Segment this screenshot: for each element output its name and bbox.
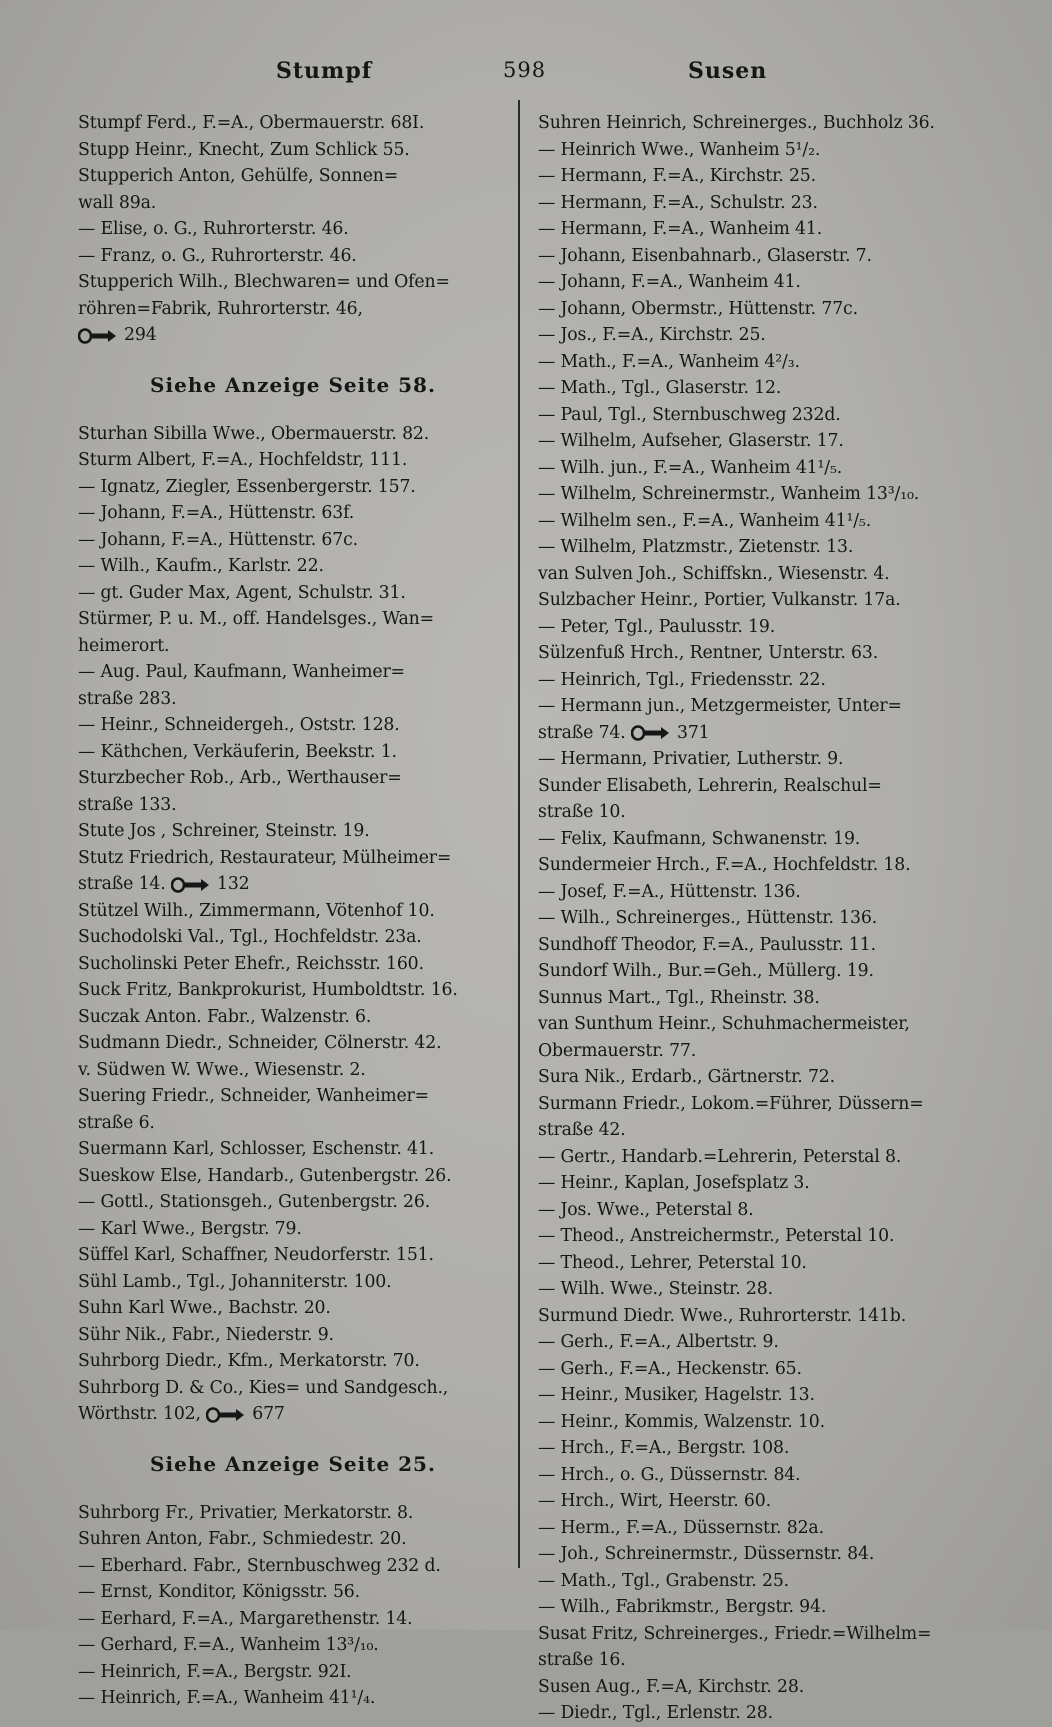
directory-entry bbox=[78, 1500, 508, 1527]
directory-entry bbox=[538, 137, 970, 164]
entry-line: — Gerh., F.=A., Albertstr. 9. bbox=[538, 1332, 779, 1352]
entry-line: Suermann Karl, Schlosser, Eschenstr. 41. bbox=[78, 1139, 435, 1159]
entry-line: — Heinrich, Tgl., Friedensstr. 22. bbox=[538, 669, 826, 690]
directory-entry bbox=[78, 527, 508, 554]
directory-entry bbox=[538, 1435, 970, 1462]
directory-entry bbox=[78, 1526, 508, 1553]
entry-line: Sunder Elisabeth, Lehrerin, Realschul= bbox=[538, 775, 882, 796]
directory-entry bbox=[78, 1659, 508, 1686]
directory-entry bbox=[538, 1091, 970, 1144]
entry-line: — Diedr., Tgl., Erlenstr. 28. bbox=[538, 1703, 773, 1723]
entry-line: — Wilhelm sen., F.=A., Wanheim 41¹/₅. bbox=[538, 510, 872, 531]
directory-entry bbox=[538, 534, 970, 561]
entry-line: Stupperich Anton, Gehülfe, Sonnen= bbox=[78, 166, 399, 186]
entry-line: — Elise, o. G., Ruhrorterstr. 46. bbox=[78, 219, 349, 239]
entry-line: — Hrch., F.=A., Bergstr. 108. bbox=[538, 1438, 790, 1458]
phone-number-value: 371 bbox=[676, 722, 710, 743]
directory-entry bbox=[78, 1322, 508, 1349]
directory-entry bbox=[538, 110, 970, 137]
directory-entry bbox=[78, 1216, 508, 1243]
entry-line: — Math., Tgl., Glaserstr. 12. bbox=[538, 378, 782, 398]
directory-entry bbox=[78, 818, 508, 845]
entry-line: — Karl Wwe., Bergstr. 79. bbox=[78, 1218, 302, 1239]
header-right-word: Susen bbox=[688, 58, 768, 84]
entry-line: — Hrch., o. G., Düssernstr. 84. bbox=[538, 1464, 801, 1485]
entry-line: — Johann, Eisenbahnarb., Glaserstr. 7. bbox=[538, 245, 872, 266]
telephone-icon bbox=[171, 877, 211, 893]
entry-line: — Johann, Obermstr., Hüttenstr. 77c. bbox=[538, 298, 858, 319]
entry-line: straße 10. bbox=[538, 802, 626, 822]
directory-entry bbox=[78, 421, 508, 448]
entry-line: Sucholinski Peter Ehefr., Reichsstr. 160. bbox=[78, 953, 424, 974]
directory-entry bbox=[78, 474, 508, 501]
directory-entry bbox=[78, 1083, 508, 1136]
entry-line: — Aug. Paul, Kaufmann, Wanheimer= bbox=[78, 662, 405, 682]
telephone-icon bbox=[631, 725, 671, 741]
telephone-icon bbox=[206, 1407, 246, 1423]
entry-line: — Johann, F.=A., Hüttenstr. 67c. bbox=[78, 529, 358, 550]
directory-entry bbox=[78, 712, 508, 739]
directory-entry bbox=[538, 1170, 970, 1197]
entry-line: — Heinrich, F.=A., Bergstr. 92I. bbox=[78, 1661, 352, 1682]
entry-line: Susat Fritz, Schreinerges., Friedr.=Wilhelm= bbox=[538, 1623, 932, 1644]
directory-entry bbox=[78, 216, 508, 243]
phone-number bbox=[171, 874, 250, 894]
entry-line: Surmund Diedr. Wwe., Ruhrorterstr. 141b. bbox=[538, 1305, 907, 1326]
entry-line: — Heinrich, F.=A., Wanheim 41¹/₄. bbox=[78, 1688, 376, 1708]
entry-line: Susen Aug., F.=A, Kirchstr. 28. bbox=[538, 1676, 805, 1697]
entry-line: Sturhan Sibilla Wwe., Obermauerstr. 82. bbox=[78, 423, 430, 444]
entry-line: Suczak Anton. Fabr., Walzenstr. 6. bbox=[78, 1006, 372, 1027]
entry-line: — Paul, Tgl., Sternbuschweg 232d. bbox=[538, 404, 841, 425]
entry-line: Sühr Nik., Fabr., Niederstr. 9. bbox=[78, 1324, 334, 1345]
directory-entry bbox=[538, 958, 970, 985]
entry-line: — Heinrich Wwe., Wanheim 5¹/₂. bbox=[538, 139, 821, 160]
entry-line: Surmann Friedr., Lokom.=Führer, Düssern= bbox=[538, 1093, 924, 1114]
entry-line: — Hermann, F.=A., Schulstr. 23. bbox=[538, 192, 818, 213]
directory-entry bbox=[78, 137, 508, 164]
entry-line: — Johann, F.=A., Hüttenstr. 63f. bbox=[78, 503, 355, 523]
directory-entry bbox=[538, 1409, 970, 1436]
entry-line: Sturm Albert, F.=A., Hochfeldstr, 111. bbox=[78, 450, 408, 470]
directory-entry bbox=[78, 1004, 508, 1031]
entry-line: röhren=Fabrik, Ruhrorterstr. 46, bbox=[78, 298, 363, 319]
directory-entry bbox=[538, 1303, 970, 1330]
entry-line: — Math., F.=A., Wanheim 4²/₃. bbox=[538, 351, 800, 372]
directory-entry bbox=[538, 1011, 970, 1064]
entry-line: — Josef, F.=A., Hüttenstr. 136. bbox=[538, 881, 801, 902]
directory-entry bbox=[538, 1488, 970, 1515]
directory-entry bbox=[78, 1606, 508, 1633]
directory-entry bbox=[78, 110, 508, 137]
directory-entry bbox=[78, 1579, 508, 1606]
directory-entry bbox=[538, 1382, 970, 1409]
directory-entry bbox=[78, 898, 508, 925]
entry-line: Suhrborg Diedr., Kfm., Merkatorstr. 70. bbox=[78, 1351, 420, 1371]
entry-line: — Wilhelm, Schreinermstr., Wanheim 13³/₁₀. bbox=[538, 484, 920, 504]
entry-line: Sülzenfuß Hrch., Rentner, Unterstr. 63. bbox=[538, 643, 879, 663]
entry-line: — Jos. Wwe., Peterstal 8. bbox=[538, 1199, 754, 1220]
entry-line: Suhn Karl Wwe., Bachstr. 20. bbox=[78, 1298, 331, 1318]
entry-line: Suhren Anton, Fabr., Schmiedestr. 20. bbox=[78, 1529, 407, 1549]
directory-entry bbox=[538, 852, 970, 879]
directory-entry bbox=[538, 402, 970, 429]
phone-number bbox=[78, 325, 157, 345]
phone-number-value: 294 bbox=[124, 325, 157, 345]
entry-line: — Peter, Tgl., Paulusstr. 19. bbox=[538, 616, 776, 637]
entry-line: Sundhoff Theodor, F.=A., Paulusstr. 11. bbox=[538, 934, 876, 955]
directory-entry bbox=[78, 739, 508, 766]
entry-line: van Sulven Joh., Schiffskn., Wiesenstr. 4. bbox=[538, 563, 890, 584]
directory-entry bbox=[78, 1136, 508, 1163]
directory-entry bbox=[78, 1269, 508, 1296]
entry-line: straße 42. bbox=[538, 1120, 626, 1140]
advertisement-reference: Siehe Anzeige Seite 25. bbox=[150, 1451, 436, 1476]
directory-entry bbox=[538, 1621, 970, 1674]
entry-line: — Wilh., Kaufm., Karlstr. 22. bbox=[78, 556, 324, 576]
directory-entry bbox=[538, 932, 970, 959]
directory-entry bbox=[78, 606, 508, 659]
entry-line: Suhrborg Fr., Privatier, Merkatorstr. 8. bbox=[78, 1502, 414, 1523]
entry-line: Obermauerstr. 77. bbox=[538, 1040, 697, 1061]
entry-line: Suering Friedr., Schneider, Wanheimer= bbox=[78, 1086, 429, 1106]
directory-entry bbox=[78, 1295, 508, 1322]
directory-entry bbox=[538, 905, 970, 932]
entry-line: wall 89a. bbox=[78, 192, 157, 213]
entry-line: Sühl Lamb., Tgl., Johanniterstr. 100. bbox=[78, 1271, 392, 1292]
entry-line: — Wilh. jun., F.=A., Wanheim 41¹/₅. bbox=[538, 457, 843, 478]
directory-entry bbox=[538, 667, 970, 694]
entry-line: — Gerh., F.=A., Heckenstr. 65. bbox=[538, 1358, 802, 1379]
directory-entry bbox=[538, 1144, 970, 1171]
directory-entry bbox=[538, 1700, 970, 1727]
phone-number-value: 132 bbox=[216, 874, 250, 894]
entry-line: — Math., Tgl., Grabenstr. 25. bbox=[538, 1570, 790, 1591]
directory-entry bbox=[78, 1685, 508, 1712]
phone-number-value: 677 bbox=[252, 1404, 285, 1424]
directory-entry bbox=[538, 1541, 970, 1568]
entry-line: Suhrborg D. & Co., Kies= und Sandgesch., bbox=[78, 1377, 449, 1398]
directory-entry bbox=[538, 163, 970, 190]
directory-entry bbox=[538, 1064, 970, 1091]
telephone-icon bbox=[78, 328, 118, 344]
directory-entry bbox=[538, 481, 970, 508]
directory-entry bbox=[538, 216, 970, 243]
entry-line: Stürmer, P. u. M., off. Handelsges., Wan= bbox=[78, 609, 434, 629]
directory-entry bbox=[538, 640, 970, 667]
entry-line: — Wilhelm, Aufseher, Glaserstr. 17. bbox=[538, 431, 844, 451]
directory-entry bbox=[538, 693, 970, 746]
directory-entry bbox=[538, 1197, 970, 1224]
directory-entry bbox=[78, 500, 508, 527]
entry-line: Suhren Heinrich, Schreinerges., Buchholz 36. bbox=[538, 113, 935, 133]
entry-line: straße 6. bbox=[78, 1112, 155, 1133]
entry-line: straße 133. bbox=[78, 794, 177, 815]
entry-line: — Heinr., Schneidergeh., Oststr. 128. bbox=[78, 715, 400, 735]
entry-line: — Wilh. Wwe., Steinstr. 28. bbox=[538, 1279, 773, 1299]
directory-entry bbox=[78, 1057, 508, 1084]
entry-line: Suck Fritz, Bankprokurist, Humboldtstr. 16. bbox=[78, 980, 458, 1000]
directory-entry bbox=[538, 826, 970, 853]
directory-entry bbox=[78, 243, 508, 270]
entry-line: straße 16. bbox=[538, 1650, 626, 1670]
entry-line: heimerort. bbox=[78, 635, 170, 656]
entry-line: — Ignatz, Ziegler, Essenbergerstr. 157. bbox=[78, 476, 416, 497]
directory-entry bbox=[538, 773, 970, 826]
entry-line: straße 74. 371 bbox=[538, 722, 710, 743]
entry-line: — Gottl., Stationsgeh., Gutenbergstr. 26. bbox=[78, 1192, 431, 1212]
header-left-word: Stumpf bbox=[276, 58, 373, 84]
entry-line: — Gertr., Handarb.=Lehrerin, Peterstal 8. bbox=[538, 1146, 902, 1167]
directory-entry bbox=[538, 243, 970, 270]
entry-line: straße 14. 132 bbox=[78, 874, 250, 894]
directory-entry bbox=[78, 1189, 508, 1216]
advertisement-reference: Siehe Anzeige Seite 58. bbox=[150, 372, 436, 397]
entry-line: — Käthchen, Verkäuferin, Beekstr. 1. bbox=[78, 741, 397, 762]
directory-entry bbox=[538, 508, 970, 535]
directory-entry bbox=[78, 447, 508, 474]
directory-entry bbox=[538, 428, 970, 455]
directory-entry bbox=[538, 1594, 970, 1621]
entry-line: — Eberhard. Fabr., Sternbuschweg 232 d. bbox=[78, 1555, 441, 1576]
directory-entry bbox=[78, 163, 508, 216]
directory-entry bbox=[78, 951, 508, 978]
page-number: 598 bbox=[503, 58, 547, 82]
directory-entry bbox=[78, 845, 508, 898]
page-header bbox=[0, 58, 1052, 98]
entry-line: — Wilh., Fabrikmstr., Bergstr. 94. bbox=[538, 1597, 827, 1617]
directory-entry bbox=[78, 580, 508, 607]
column-divider bbox=[518, 100, 520, 1568]
directory-entry bbox=[538, 614, 970, 641]
directory-entry bbox=[538, 349, 970, 376]
left-column bbox=[78, 110, 508, 1712]
entry-line: Sueskow Else, Handarb., Gutenbergstr. 26. bbox=[78, 1165, 452, 1186]
directory-entry bbox=[78, 924, 508, 951]
entry-line: Wörthstr. 102, 677 bbox=[78, 1404, 285, 1424]
entry-line: Stumpf Ferd., F.=A., Obermauerstr. 68I. bbox=[78, 113, 425, 133]
directory-entry bbox=[538, 1356, 970, 1383]
directory-entry bbox=[78, 977, 508, 1004]
directory-entry bbox=[538, 455, 970, 482]
entry-line: Sudmann Diedr., Schneider, Cölnerstr. 42. bbox=[78, 1033, 442, 1053]
entry-line: — Jos., F.=A., Kirchstr. 25. bbox=[538, 325, 766, 345]
entry-line: — Theod., Lehrer, Peterstal 10. bbox=[538, 1252, 807, 1273]
entry-line: Stute Jos , Schreiner, Steinstr. 19. bbox=[78, 821, 370, 841]
entry-line: Suchodolski Val., Tgl., Hochfeldstr. 23a. bbox=[78, 927, 422, 947]
directory-entry bbox=[78, 1030, 508, 1057]
entry-line: — Herm., F.=A., Düssernstr. 82a. bbox=[538, 1517, 824, 1538]
entry-line: — Hermann, Privatier, Lutherstr. 9. bbox=[538, 749, 844, 769]
entry-line: Sunnus Mart., Tgl., Rheinstr. 38. bbox=[538, 987, 820, 1008]
entry-line: — Heinr., Kaplan, Josefsplatz 3. bbox=[538, 1173, 810, 1193]
directory-entry bbox=[538, 190, 970, 217]
entry-line: straße 283. bbox=[78, 688, 177, 709]
entry-line: — Franz, o. G., Ruhrorterstr. 46. bbox=[78, 245, 357, 266]
directory-entry bbox=[78, 1163, 508, 1190]
directory-entry bbox=[78, 1632, 508, 1659]
entry-line: — Eerhard, F.=A., Margarethenstr. 14. bbox=[78, 1608, 413, 1629]
entry-line: Süffel Karl, Schaffner, Neudorferstr. 151. bbox=[78, 1245, 434, 1265]
entry-line: — Hermann, F.=A., Kirchstr. 25. bbox=[538, 166, 816, 186]
phone-number bbox=[206, 1404, 285, 1424]
directory-entry bbox=[78, 765, 508, 818]
entry-line: — Wilh., Schreinerges., Hüttenstr. 136. bbox=[538, 908, 878, 928]
entry-line: — Felix, Kaufmann, Schwanenstr. 19. bbox=[538, 828, 861, 849]
entry-line: — Heinr., Musiker, Hagelstr. 13. bbox=[538, 1385, 815, 1405]
directory-entry bbox=[538, 296, 970, 323]
entry-line: Sturzbecher Rob., Arb., Werthauser= bbox=[78, 768, 402, 788]
directory-entry bbox=[538, 985, 970, 1012]
entry-line: — gt. Guder Max, Agent, Schulstr. 31. bbox=[78, 582, 406, 603]
directory-entry bbox=[538, 1515, 970, 1542]
directory-entry bbox=[538, 1674, 970, 1701]
entry-line: — Hermann, F.=A., Wanheim 41. bbox=[538, 219, 823, 239]
entry-line: — Joh., Schreinermstr., Düssernstr. 84. bbox=[538, 1544, 875, 1564]
directory-entry bbox=[538, 879, 970, 906]
entry-line: Sura Nik., Erdarb., Gärtnerstr. 72. bbox=[538, 1067, 835, 1087]
directory-entry bbox=[538, 1223, 970, 1250]
entry-line: Sundorf Wilh., Bur.=Geh., Müllerg. 19. bbox=[538, 961, 874, 981]
directory-entry bbox=[78, 1553, 508, 1580]
entry-line: — Gerhard, F.=A., Wanheim 13³/₁₀. bbox=[78, 1635, 379, 1655]
entry-line: Stupp Heinr., Knecht, Zum Schlick 55. bbox=[78, 139, 410, 160]
directory-entry bbox=[538, 1250, 970, 1277]
directory-entry bbox=[538, 1462, 970, 1489]
directory-entry bbox=[538, 561, 970, 588]
directory-entry bbox=[78, 1375, 508, 1428]
directory-entry bbox=[538, 1276, 970, 1303]
directory-entry bbox=[78, 269, 508, 349]
right-column bbox=[538, 110, 970, 1727]
directory-entry bbox=[78, 1348, 508, 1375]
entry-line: Stupperich Wilh., Blechwaren= und Ofen= bbox=[78, 272, 450, 292]
entry-line: Stützel Wilh., Zimmermann, Vötenhof 10. bbox=[78, 900, 435, 921]
directory-entry bbox=[78, 1242, 508, 1269]
directory-entry bbox=[538, 269, 970, 296]
entry-line: — Heinr., Kommis, Walzenstr. 10. bbox=[538, 1411, 825, 1432]
entry-line: — Hrch., Wirt, Heerstr. 60. bbox=[538, 1491, 771, 1511]
directory-entry bbox=[78, 659, 508, 712]
entry-line: — Ernst, Konditor, Königsstr. 56. bbox=[78, 1582, 360, 1602]
entry-line: — Wilhelm, Platzmstr., Zietenstr. 13. bbox=[538, 537, 854, 557]
directory-entry bbox=[538, 375, 970, 402]
phone-number bbox=[631, 723, 710, 743]
directory-entry bbox=[538, 322, 970, 349]
entry-line: — Johann, F.=A., Wanheim 41. bbox=[538, 272, 801, 292]
directory-entry bbox=[538, 1329, 970, 1356]
entry-line: — Theod., Anstreichermstr., Peterstal 10. bbox=[538, 1226, 895, 1246]
entry-line: Stutz Friedrich, Restaurateur, Mülheimer= bbox=[78, 847, 452, 868]
entry-line: Sulzbacher Heinr., Portier, Vulkanstr. 17a. bbox=[538, 590, 901, 610]
entry-line bbox=[106, 322, 508, 349]
entry-line: — Hermann jun., Metzgermeister, Unter= bbox=[538, 696, 902, 716]
directory-entry bbox=[538, 1568, 970, 1595]
entry-line: van Sunthum Heinr., Schuhmachermeister, bbox=[538, 1014, 910, 1034]
directory-entry bbox=[538, 587, 970, 614]
directory-entry bbox=[78, 553, 508, 580]
entry-line: Sundermeier Hrch., F.=A., Hochfeldstr. 18. bbox=[538, 855, 911, 875]
entry-line: v. Südwen W. Wwe., Wiesenstr. 2. bbox=[78, 1059, 366, 1080]
directory-entry bbox=[538, 746, 970, 773]
